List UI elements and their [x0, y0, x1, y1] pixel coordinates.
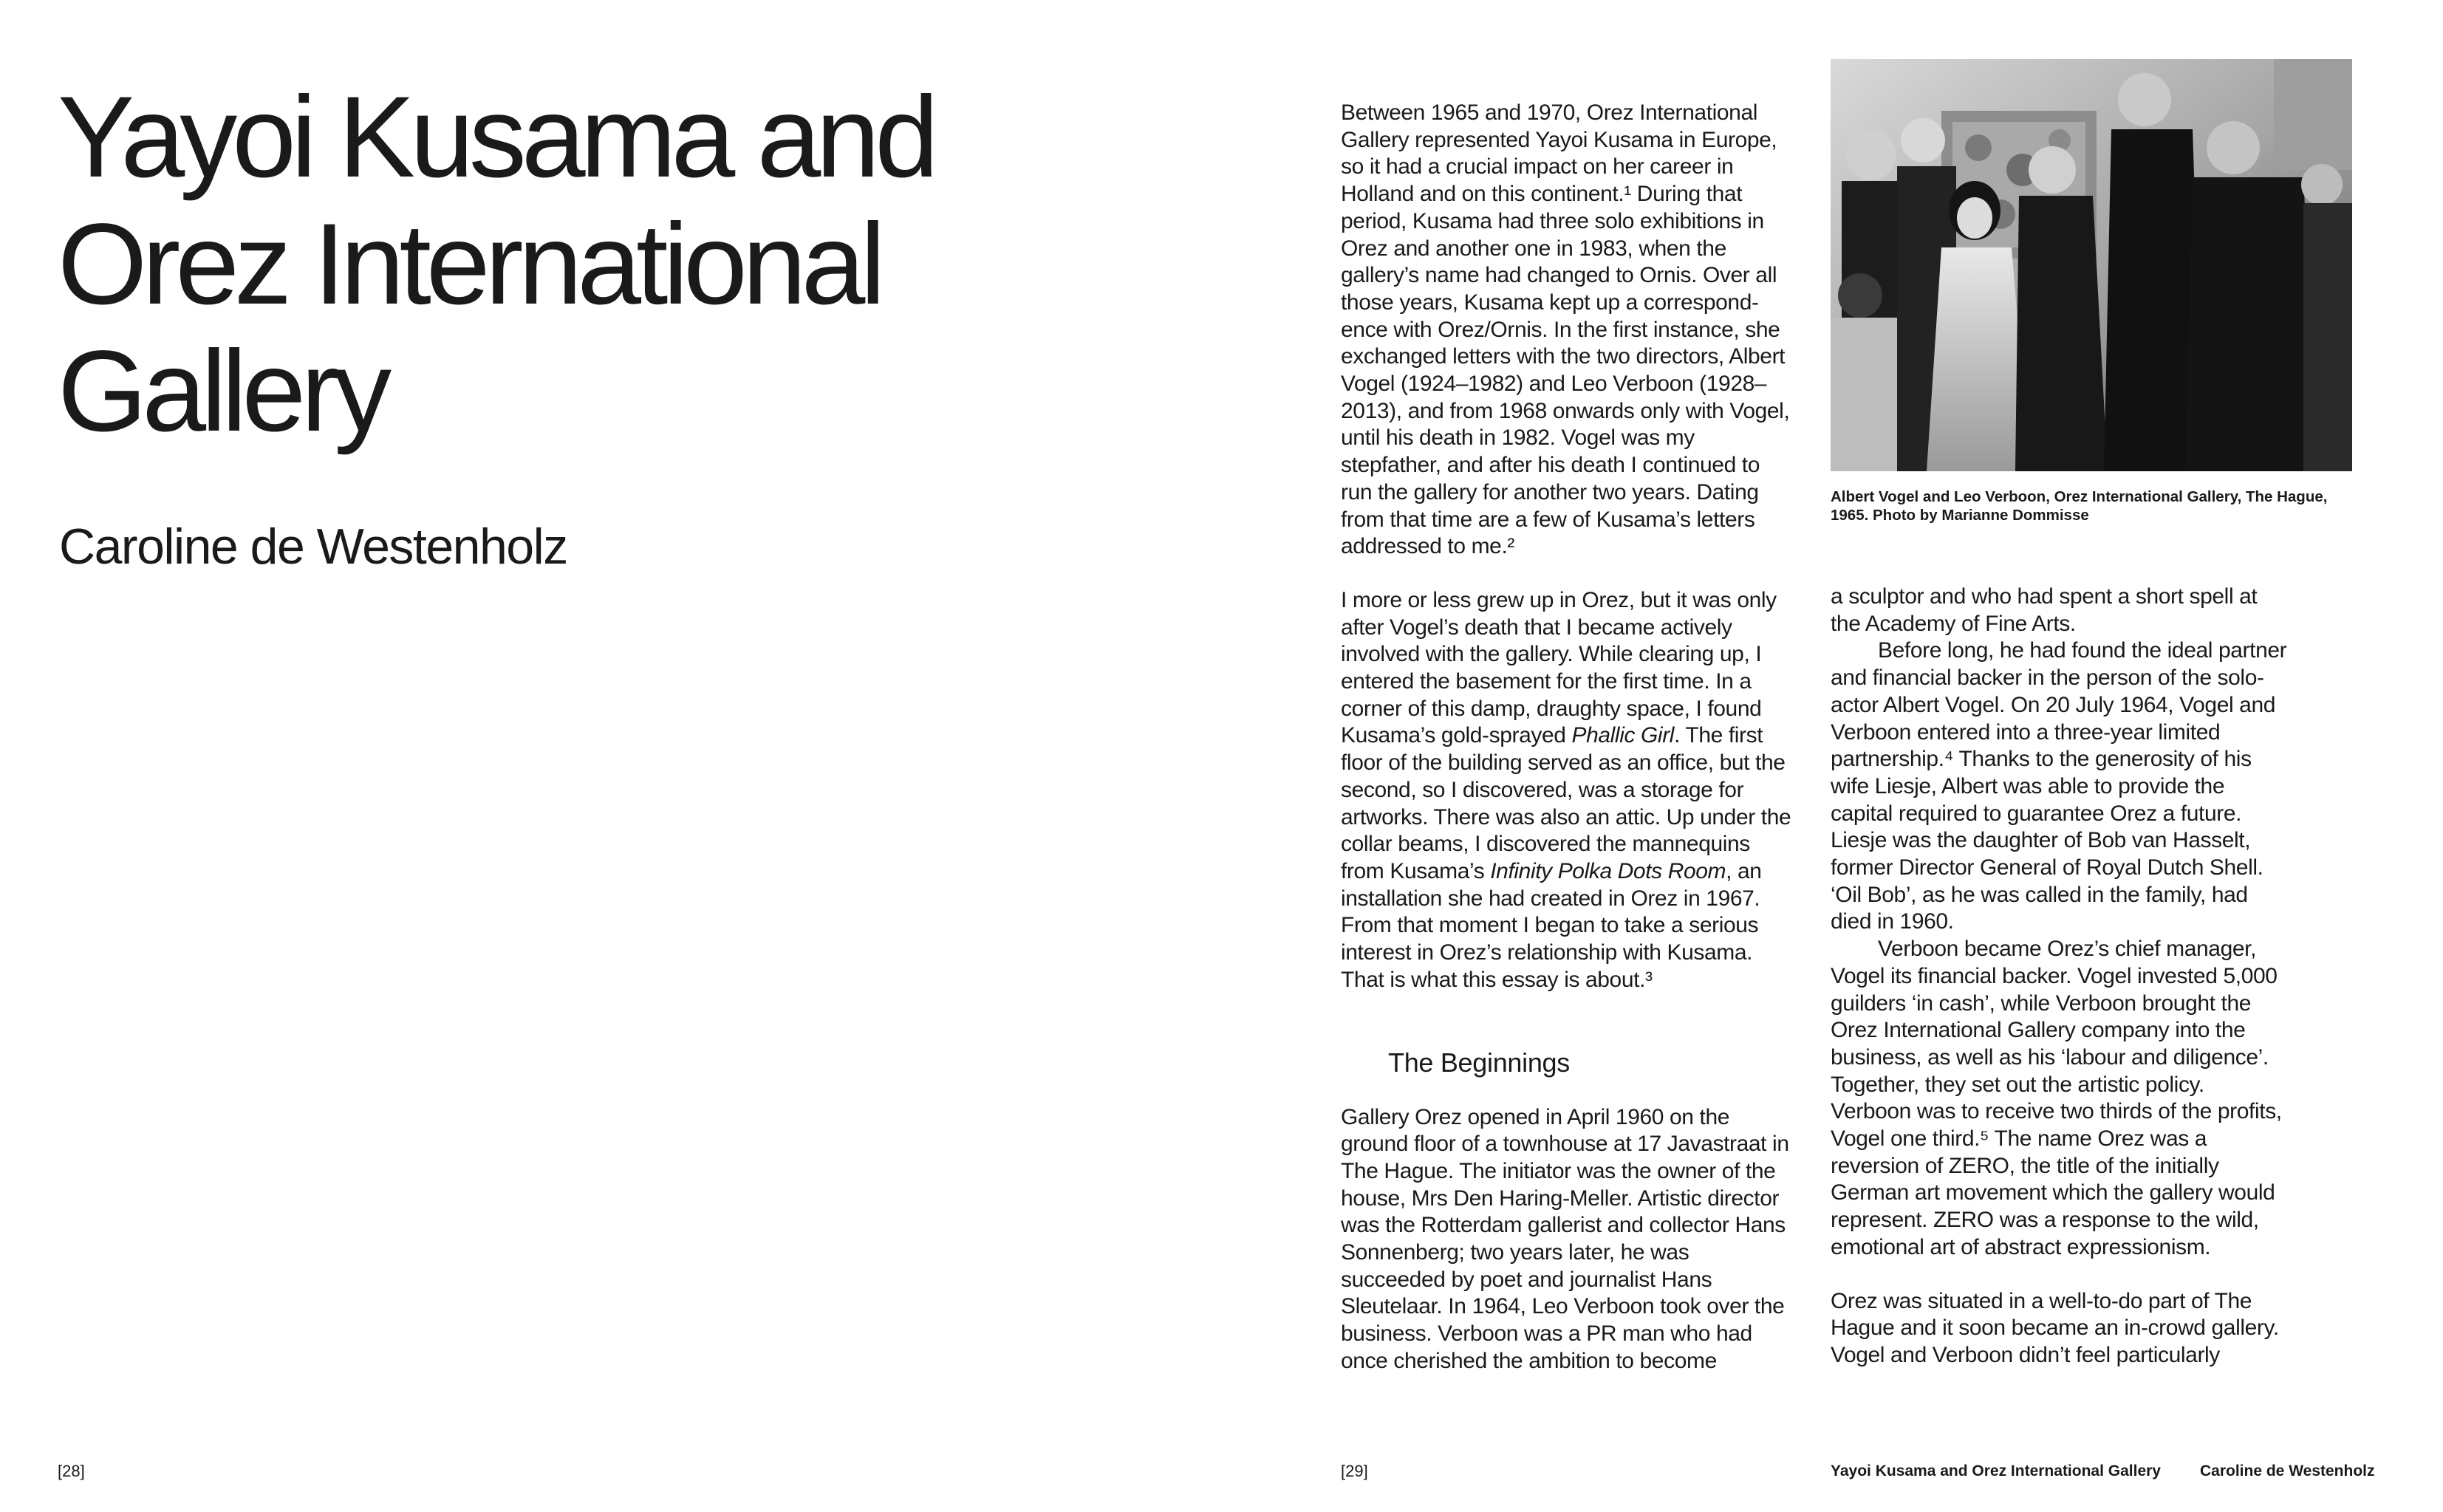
section-heading: The Beginnings	[1388, 1047, 1570, 1078]
left-page	[0, 0, 1221, 1512]
page-number-left: [28]	[58, 1462, 85, 1480]
paragraph-basement: I more or less grew up in Orez, but it was only after Vogel’s death that I became actively involved with the gallery. While clearing up, I entered the basement for the first time. In a corner of this damp, draughty space, I found Kusama’s gold-sprayed Phallic Girl. The first floor of the building served as an office, but the second, so I discovered, was a storage for artworks. There was also an attic. Up under the collar beams, I discovered the mannequins from Kusama’s Infinity Polka Dots Room, an installation she had created in Orez in 1967. From that moment I began to take a serious interest in Orez’s relationship with Kusama. That is what this essay is about.³	[1341, 587, 1791, 992]
archival-photo	[1831, 59, 2352, 471]
running-head-author: Caroline de Westenholz	[2200, 1463, 2375, 1479]
text-column-2	[1831, 584, 2289, 1369]
essay-author: Caroline de Westenholz	[59, 519, 567, 575]
paragraph-manager: Verboon became Orez’s chief manager, Vogel its financial backer. Vogel invested 5,000 guilders ‘in cash’, while Verboon brought the Orez International Gallery company into the business, as well as his ‘labour and diligence’. Together, they set out the artistic policy. Verboon was to receive two thirds of the profits, Vogel one third.⁵ The name Orez was a reversion of ZERO, the title of the initially German art movement which the gallery would represent. ZERO was a response to the wild, emotional art of abstract expressionism.	[1831, 937, 2282, 1259]
artwork-title-phallic-girl: Phallic Girl	[1571, 723, 1675, 748]
running-head-title: Yayoi Kusama and Orez International Gallery	[1831, 1463, 2161, 1479]
paragraph-beginnings: Gallery Orez opened in April 1960 on the ground floor of a townhouse at 17 Javastraat in The Hague. The initiator was the owner of the house, Mrs Den Haring-Meller. Artistic director was the Rotterdam gallerist and collector Hans Sonnenberg; two years later, he was succeeded by poet and journalist Hans Sleutelaar. In 1964, Leo Verboon took over the business. Verboon was a PR man who had once cherished the ambition to become	[1341, 1104, 1789, 1373]
title-line-3: Gallery	[58, 327, 387, 456]
page-number-right: [29]	[1341, 1462, 1368, 1480]
paragraph-intro: Between 1965 and 1970, Orez International Gallery represented Yayoi Kusama in Europe, so it had a crucial impact on her career in Holland and on this continent.¹ During that period, Kusama had three solo exhibitions in Orez and another one in 1983, when the gallery’s name had changed to Ornis. Over all those years, Kusama kept up a correspondence with Orez/Ornis. In the first instance, she exchanged letters with the two directors, Albert Vogel (1924–1982) and Leo Verboon (1928–2013), and from 1968 onwards only with Vogel, until his death in 1982. Vogel was my stepfather, and after his death I continued to run the gallery for another two years. Dating from that time are a few of Kusama’s letters addressed to me.²	[1341, 100, 1790, 559]
title-line-2: Orez International	[58, 200, 881, 329]
title-line-1: Yayoi Kusama and	[58, 73, 934, 202]
paragraph-sculptor: a sculptor and who had spent a short spell at the Academy of Fine Arts.	[1831, 584, 2258, 636]
essay-title	[58, 74, 1092, 455]
artwork-title-infinity-room: Infinity Polka Dots Room	[1490, 858, 1726, 883]
paragraph-location: Orez was situated in a well-to-do part of The Hague and it soon became an in-crowd gallery. Vogel and Verboon didn’t feel particularly	[1831, 1288, 2279, 1367]
photo-illustration	[1831, 59, 2352, 471]
text-column-1	[1341, 100, 1791, 1375]
paragraph-partner: Before long, he had found the ideal partner and financial backer in the person of the solo-actor Albert Vogel. On 20 July 1964, Vogel and Verboon entered into a three-year limited partnership.⁴ Thanks to the generosity of his wife Liesje, Albert was able to provide the capital required to guarantee Orez a future. Liesje was the daughter of Bob van Hasselt, former Director General of Royal Dutch Shell. ‘Oil Bob’, as he was called in the family, had died in 1960.	[1831, 638, 2287, 934]
photo-caption: Albert Vogel and Leo Verboon, Orez International Gallery, The Hague, 1965. Photo by Marianne Dommisse	[1831, 488, 2328, 524]
